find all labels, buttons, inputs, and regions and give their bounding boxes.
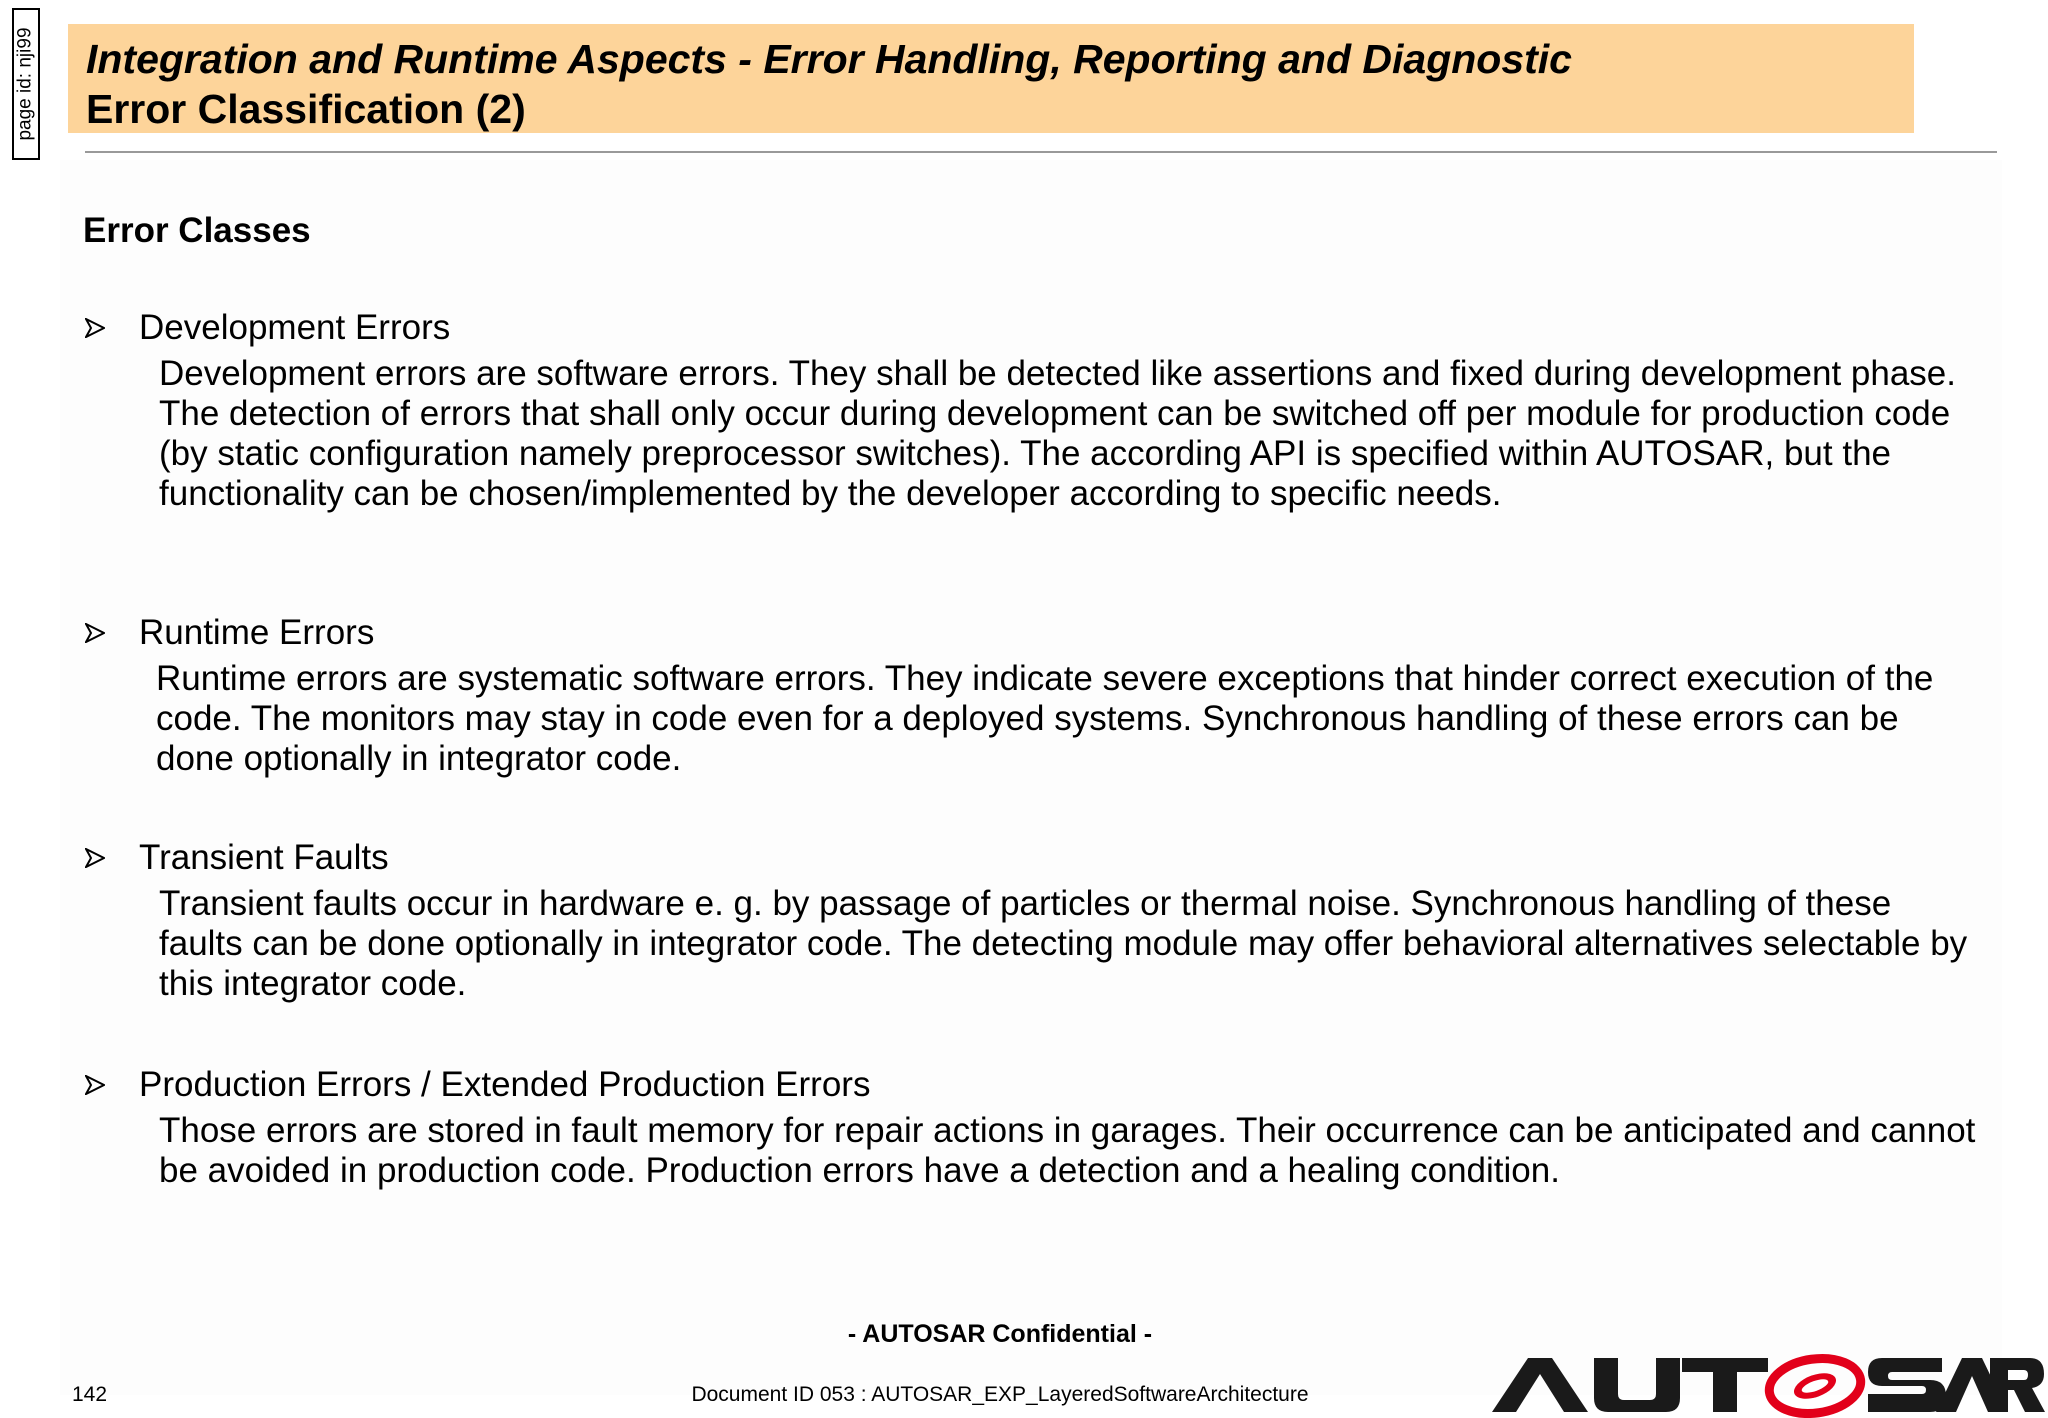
slide-title: Integration and Runtime Aspects - Error Handling, Reporting and Diagnostic <box>86 36 1572 82</box>
page-number: 142 <box>72 1383 108 1406</box>
page-id-text: page id: nji99 <box>15 27 37 141</box>
arrowhead-bullet-icon <box>85 1075 105 1095</box>
item-title: Production Errors / Extended Production Errors <box>139 1065 871 1104</box>
item-body: Transient faults occur in hardware e. g. by passage of particles or thermal noise. Synchronous handling of these faults can be done optionally in integrator code. The detecting module may offer behavioral alternatives selectable by this integrator code. <box>159 884 1968 1003</box>
title-band <box>68 24 1914 133</box>
document-id: Document ID 053 : AUTOSAR_EXP_LayeredSoftwareArchitecture <box>691 1383 1309 1406</box>
page-id-label <box>12 8 40 160</box>
confidentiality-notice: - AUTOSAR Confidential - <box>847 1320 1153 1348</box>
item-title: Transient Faults <box>139 838 389 877</box>
autosar-logo <box>1490 1350 2046 1418</box>
list-item <box>85 611 1976 779</box>
list-item <box>85 306 1979 514</box>
header-divider <box>85 151 1997 153</box>
arrowhead-bullet-icon <box>85 318 105 338</box>
item-body: Runtime errors are systematic software errors. They indicate severe exceptions that hinder correct execution of the code. The monitors may stay in code even for a deployed systems. Synchronous handling of these errors can be done optionally in integrator code. <box>156 659 1934 778</box>
list-item <box>85 1063 1979 1191</box>
list-item <box>85 836 1979 1004</box>
item-title: Runtime Errors <box>139 613 375 652</box>
item-body: Those errors are stored in fault memory for repair actions in garages. Their occurrence can be anticipated and cannot be avoided in production code. Production errors have a detection and a healing condition. <box>159 1111 1976 1190</box>
section-heading: Error Classes <box>83 211 311 250</box>
arrowhead-bullet-icon <box>85 848 105 868</box>
item-title: Development Errors <box>139 308 451 347</box>
slide-subtitle: Error Classification (2) <box>86 86 526 132</box>
arrowhead-bullet-icon <box>85 623 105 643</box>
item-body: Development errors are software errors. They shall be detected like assertions and fixed during development phase. The detection of errors that shall only occur during development can be switched off per module for production code (by static configuration namely preprocessor switches). The according API is specified within AUTOSAR, but the functionality can be chosen/implemented by the developer according to specific needs. <box>159 354 1956 513</box>
